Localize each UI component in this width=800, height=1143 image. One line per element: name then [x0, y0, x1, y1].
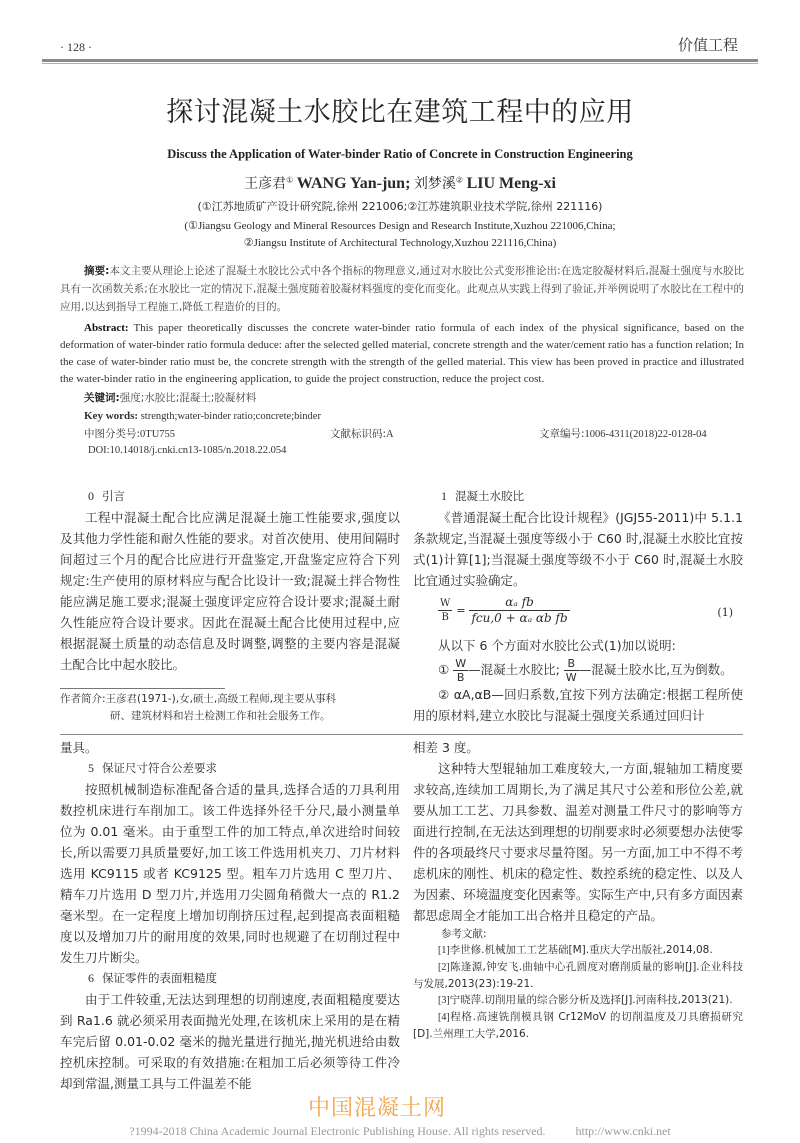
reference-text: 陈逢源,钟安飞.曲轴中心孔圆度对磨削质量的影响[J].企业科技与发展,2013(23):19-21. — [413, 961, 743, 990]
footnote-rule — [60, 688, 225, 689]
fraction-w-over-b — [453, 657, 468, 684]
reference-text: 宁晓萍.切削用量的综合影分析及选择[J].河南科技,2013(21). — [449, 994, 733, 1006]
journal-name: 价值工程 — [677, 36, 738, 54]
reference-item — [413, 992, 743, 1009]
title-chinese: 探讨混凝土水胶比在建筑工程中的应用 — [166, 97, 634, 128]
front-matter — [60, 262, 744, 459]
continuation-line: 相差 3 度。 — [413, 740, 479, 755]
keywords-en-label: Key words: — [84, 410, 139, 422]
section-title: 引言 — [102, 489, 125, 503]
doi: DOI:10.14018/j.cnki.cn13-1085/n.2018.22.054 — [88, 445, 287, 456]
body-paragraph: 按照机械制造标准配备合适的量具,选择合适的刀具利用数控机床进行车削加工。该工件选择外径千分尺,最小测量单位为 0.01 毫米。由于重型工件的加工特点,单次进给时间较长,所以需要刀具质量要好,加工该工件选用机夹刀、刀片材料选用 KC9115 或者 KC9125 型。粗车刀片选用 C 型刀片、精车刀片选用 D 型刀片,并选用刀尖圆角稍微大一点的 R1.2 毫米型。在一定程度上增加切削挤压过程,起到提高表面粗糙度以及增加刀片的耐用度的效果,同时也规避了在切削过程中发生刀片断尖。 — [60, 782, 400, 965]
footnote-line2: 研、建筑材料和岩土检测工作和社会服务工作。 — [110, 710, 331, 722]
author2-cn: 刘梦溪 — [413, 176, 456, 192]
abstract-en-label: Abstract: — [84, 322, 129, 334]
formula-numerator: αₐ fb — [469, 595, 569, 611]
section-water-binder-ratio — [413, 486, 743, 726]
clc-label: 中图分类号: — [84, 428, 141, 440]
reference-number: [2] — [438, 962, 450, 973]
reference-text: 李世修.机械加工工艺基础[M].重庆大学出版社,2014,08. — [449, 944, 713, 956]
fraction-numerator: W — [455, 657, 467, 670]
copyright-text: ?1994-2018 China Academic Journal Electronic Publishing House. All rights reserved. — [129, 1124, 546, 1138]
header-rule — [42, 59, 758, 62]
item-mark: ① — [438, 662, 450, 677]
references-title: 参考文献: — [441, 928, 487, 940]
fraction-b-over-w — [564, 657, 579, 684]
clc-number — [84, 426, 175, 443]
classification-row — [84, 426, 744, 442]
article-no-value: 1006-4311(2018)22-0128-04 — [584, 429, 707, 440]
body-paragraph: 工程中混凝土配合比应满足混凝土施工性能要求,强度以及其他力学性能和耐久性能的要求。对首次使用、使用间隔时间超过三个月的配合比应进行开盘鉴定,开盘鉴定应符合下列规定:生产使用的原材料应与配合比设计一致;混凝土拌合物性能应满足施工要求;混凝土强度评定应符合设计要求;混凝土耐久性能应符合设计要求。因此在混凝土配合比使用过程中,应根据混凝土质量的动态信息及时调整,调整的主要内容是混凝土配合比中起水胶比。 — [60, 510, 400, 672]
affiliation-chinese: (①江苏地质矿产设计研究院,徐州 221006;②江苏建筑职业技术学院,徐州 221116) — [197, 200, 603, 213]
explain-intro: 从以下 6 个方面对水胶比公式(1)加以说明: — [438, 638, 676, 653]
reference-item — [413, 1009, 743, 1042]
fraction-formula-rhs — [469, 595, 569, 626]
body-paragraph: 由于工件较重,无法达到理想的切削速度,表面粗糙度要达到 Ra1.6 就必须采用表面抛光处理,在该机床上采用的是在精车完后留 0.01-0.02 毫米的抛光量进行抛光,抛光机进给由数控机床控制。可采取的有效措施:在粗加工后必须等待工件冷却到常温,测量工具与工件温差不能 — [60, 992, 400, 1091]
keywords-english — [84, 408, 744, 425]
document-code — [330, 426, 394, 443]
equation-number: (1) — [717, 606, 733, 619]
item-text: —混凝土胶水比,互为倒数。 — [578, 662, 733, 677]
explain-item-2: ② αA,αB—回归系数,宜按下列方法确定:根据工程所使用的原材料,建立水胶比与混凝土强度关系通过回归计 — [413, 687, 743, 723]
section-heading — [413, 486, 743, 507]
cnki-link[interactable]: http://www.cnki.net — [575, 1124, 671, 1138]
page-section-rule — [60, 734, 743, 735]
section-number: 5 — [88, 761, 94, 775]
section-title: 混凝土水胶比 — [455, 489, 524, 503]
author-separator: ; — [405, 175, 411, 192]
fraction-numerator: W — [440, 598, 451, 609]
author-footnote — [60, 691, 400, 725]
header-rule-thin — [42, 63, 758, 64]
fraction-numerator: B — [564, 657, 579, 671]
fraction-denominator: W — [565, 671, 577, 684]
section-title: 保证尺寸符合公差要求 — [102, 761, 217, 775]
continuation-line: 量具。 — [60, 740, 98, 755]
item-text: —混凝土水胶比; — [468, 662, 560, 677]
reference-item — [413, 942, 743, 959]
author2-en: LIU Meng-xi — [466, 175, 556, 192]
reference-number: [3] — [438, 995, 450, 1006]
footnote-label: 作者简介: — [60, 693, 106, 705]
reference-text: 程格.高速铣削模具钢 Cr12MoV 的切削温度及刀具磨损研究[D].兰州理工大学,2016. — [413, 1011, 743, 1040]
reference-number: [1] — [438, 945, 450, 956]
explain-item-1 — [413, 656, 743, 684]
title-english: Discuss the Application of Water-binder Ratio of Concrete in Construction Engineering — [167, 147, 633, 161]
article-no-label: 文章编号: — [539, 428, 585, 440]
section-heading — [60, 968, 400, 989]
abstract-cn-text: 本文主要从理论上论述了混凝土水胶比公式中各个指标的物理意义,通过对水胶比公式变形推论出:在选定胶凝材料后,混凝土强度与水胶比具有一次函数关系;在水胶比一定的情况下,混凝土强度随着胶凝材料强度的变化而变化。此观点从实践上得到了验证,并举例说明了水胶比在工程中的应用,以达到指导工程施工,降低工程造价的目的。 — [60, 265, 744, 313]
abstract-cn-label: 摘要: — [84, 265, 110, 277]
doc-code-label: 文献标识码: — [330, 428, 387, 440]
doc-code-value: A — [386, 429, 394, 440]
author1-en: WANG Yan-jun — [296, 175, 406, 192]
keywords-chinese — [84, 390, 744, 406]
fraction-denominator: B — [456, 671, 465, 684]
section-heading — [60, 758, 400, 779]
fraction-w-over-b — [438, 597, 452, 624]
author2-mark: ② — [455, 175, 464, 185]
page-number: · 128 · — [60, 40, 92, 54]
reference-item — [413, 959, 743, 992]
abstract-en-text: This paper theoretically discusses the concrete water-binder ratio formula of each index of the physical significance, based on the deformation of water-binder ratio formula deduce: after the selected gelled material, concrete strength and the water/cement ratio has a function relation; In the case of water-binder ratio must be, the concrete strength with the strength of the gelled material. This view has been proved in practice and illustrated the water-binder ratio in the engineering application, to guide the project construction, reduce the project cost. — [60, 322, 744, 385]
section-title: 保证零件的表面粗糙度 — [102, 971, 217, 985]
section-heading — [60, 486, 400, 507]
copyright-footer — [0, 1123, 800, 1139]
affiliation-english-2: ②Jiangsu Institute of Architectural Technology,Xuzhou 221116,China) — [243, 237, 557, 249]
continuation-right — [413, 737, 743, 1042]
abstract-chinese — [60, 262, 744, 316]
fraction-denominator: B — [441, 612, 449, 623]
keywords-cn-text: 强度;水胶比;混凝土;胶凝材料 — [119, 392, 257, 404]
section-number: 6 — [88, 971, 94, 985]
keywords-cn-label: 关键词: — [84, 392, 120, 404]
section-number: 0 — [88, 489, 94, 503]
body-paragraph: 这种特大型辊轴加工难度较大,一方面,辊轴加工精度要求较高,连续加工周期长,为了满足其尺寸公差和形位公差,就要从加工工艺、刀具参数、温差对测量工件尺寸的影响等方面进行控制,在无法达到理想的切削要求时必须要想办法使零件的各项最终尺寸要求尽量符图。另一方面,加工中不得不考虑机床的刚性、机床的稳定性、数控系统的稳定性、以及人为因素、环境温度变化因素等。实际生产中,只有多方面因素都思虑周全才能加工出合格并且稳定的产品。 — [413, 761, 743, 923]
references — [413, 926, 743, 1042]
affiliation-english-1: (①Jiangsu Geology and Mineral Resources Design and Research Institute,Xuzhou 221006,China; — [184, 220, 616, 232]
reference-number: [4] — [438, 1012, 450, 1023]
section-introduction — [60, 486, 400, 675]
formula-denominator: fcu,0 + αₐ αb fb — [471, 611, 568, 625]
footnote-line1: 王彦君(1971-),女,硕士,高级工程师,现主要从事科 — [105, 693, 337, 705]
clc-value: 0TU755 — [140, 429, 176, 440]
article-number — [539, 426, 707, 443]
author-line — [0, 174, 800, 195]
author1-cn: 王彦君 — [244, 176, 287, 192]
abstract-english — [60, 320, 744, 388]
equation-1 — [438, 595, 743, 633]
body-paragraph: 《普通混凝土配合比设计规程》(JGJ55-2011)中 5.1.1 条款规定,当混凝土强度等级小于 C60 时,混凝土水胶比宜按式(1)计算[1];当混凝土强度等级不小于 C60 时,混凝土水胶比宜通过实验确定。 — [413, 510, 743, 588]
continuation-left — [60, 737, 400, 1094]
keywords-en-text: strength;water-binder ratio;concrete;binder — [140, 411, 321, 422]
section-number: 1 — [441, 489, 447, 503]
watermark-logo: 中国混凝土网 — [308, 1096, 447, 1121]
author1-mark: ① — [286, 175, 294, 185]
equals-sign: = — [456, 604, 466, 617]
